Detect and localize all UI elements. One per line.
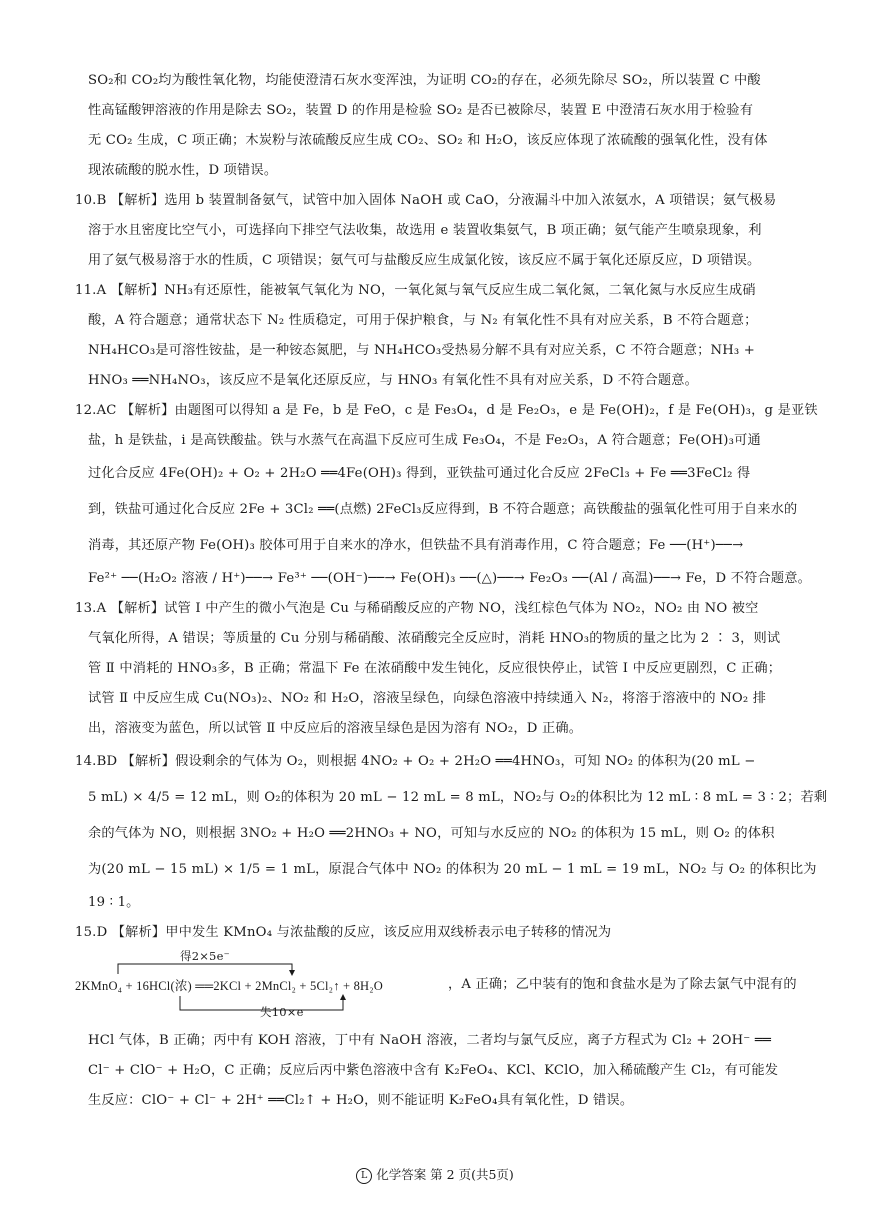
text-line: 无 CO₂ 生成，C 项正确；木炭粉与浓硫酸反应生成 CO₂、SO₂ 和 H₂O，该反应体现了浓硫酸的强氧化性，没有体	[88, 133, 768, 148]
text-line: HNO₃ ══NH₄NO₃，该反应不是氧化还原反应，与 HNO₃ 有氧化性不具有对应关系，D 不符合题意。	[88, 373, 699, 388]
text-line: NH₄HCO₃是可溶性铵盐，是一种铵态氮肥，与 NH₄HCO₃受热易分解不具有对应关系，C 不符合题意；NH₃ +	[88, 343, 756, 358]
electron-transfer-diagram	[75, 948, 810, 1026]
text-line: 现浓硫酸的脱水性，D 项错误。	[88, 163, 278, 178]
text-line: 13.A 【解析】试管 Ⅰ 中产生的微小气泡是 Cu 与稀硝酸反应的产物 NO，浅红棕色气体为 NO₂，NO₂ 由 NO 被空	[75, 601, 759, 616]
answer-text-tail	[88, 1026, 810, 1116]
text-line: Cl⁻ + ClO⁻ + H₂O，C 正确；反应后丙中紫色溶液中含有 K₂FeO₄、KCl、KClO，加入稀硫酸产生 Cl₂，有可能发	[88, 1063, 779, 1078]
text-line: 生反应：ClO⁻ + Cl⁻ + 2H⁺ ══Cl₂↑ + H₂O，则不能证明 K₂FeO₄具有氧化性，D 错误。	[88, 1093, 634, 1108]
text-line: 11.A 【解析】NH₃有还原性，能被氧气氧化为 NO，一氧化氮与氧气反应生成二氧化氮，二氧化氮与水反应生成硝	[75, 283, 756, 298]
text-line: 盐，h 是铁盐，i 是高铁酸盐。铁与水蒸气在高温下反应可生成 Fe₃O₄，不是 Fe₂O₃，A 符合题意；Fe(OH)₃可通	[88, 433, 761, 448]
electron-loss-label: 失10×e⁻	[260, 1005, 310, 1019]
text-line: 试管 Ⅱ 中反应生成 Cu(NO₃)₂、NO₂ 和 H₂O，溶液呈绿色，向绿色溶液中持续通入 N₂，将溶于溶液中的 NO₂ 排	[88, 691, 767, 706]
edition-mark: L	[356, 1168, 372, 1184]
page-footer	[0, 1165, 870, 1184]
electron-gain-label: 得2×5e⁻	[180, 949, 230, 963]
equation-continuation: ，A 正确；乙中装有的饱和食盐水是为了除去氯气中混有的	[448, 977, 797, 992]
text-line: 性高锰酸钾溶液的作用是除去 SO₂，装置 D 的作用是检验 SO₂ 是否已被除尽，装置 E 中澄清石灰水用于检验有	[88, 103, 754, 118]
text-line: 过化合反应 4Fe(OH)₂ + O₂ + 2H₂O ══4Fe(OH)₃ 得到，亚铁盐可通过化合反应 2FeCl₃ + Fe ══3FeCl₂ 得	[88, 466, 751, 481]
redox-equation: 2KMnO₄ + 16HCl(浓) ══2KCl + 2MnCl₂ + 5Cl₂↑ + 8H₂O	[75, 979, 384, 993]
text-line: 为(20 mL − 15 mL) × 1/5 = 1 mL，原混合气体中 NO₂ 的体积为 20 mL − 1 mL = 19 mL，NO₂ 与 O₂ 的体积比为	[88, 862, 817, 877]
answer-text-block	[75, 66, 828, 948]
text-line: Fe²⁺ ──(H₂O₂ 溶液 / H⁺)──→ Fe³⁺ ──(OH⁻)──→ Fe(OH)₃ ──(△)──→ Fe₂O₃ ──(Al / 高温)──→ Fe，D 不符合题意。	[88, 571, 812, 586]
text-line: 出，溶液变为蓝色，所以试管 Ⅱ 中反应后的溶液呈绿色是因为溶有 NO₂，D 正确。	[88, 721, 583, 736]
text-line: 14.BD 【解析】假设剩余的气体为 O₂，则根据 4NO₂ + O₂ + 2H₂O ══4HNO₃，可知 NO₂ 的体积为(20 mL −	[75, 754, 756, 769]
text-line: 15.D 【解析】甲中发生 KMnO₄ 与浓盐酸的反应，该反应用双线桥表示电子转移的情况为	[75, 925, 612, 940]
text-line: 用了氨气极易溶于水的性质，C 项错误；氨气可与盐酸反应生成氯化铵，该反应不属于氧化还原反应，D 项错误。	[88, 253, 761, 268]
text-line: 19 ∶ 1。	[88, 895, 140, 910]
text-line: 余的气体为 NO，则根据 3NO₂ + H₂O ══2HNO₃ + NO，可知与水反应的 NO₂ 的体积为 15 mL，则 O₂ 的体积	[88, 826, 775, 841]
text-line: HCl 气体，B 正确；丙中有 KOH 溶液，丁中有 NaOH 溶液，二者均与氯气反应，离子方程式为 Cl₂ + 2OH⁻ ══	[88, 1033, 772, 1048]
text-line: 酸，A 符合题意；通常状态下 N₂ 性质稳定，可用于保护粮食，与 N₂ 有氧化性不具有对应关系，B 不符合题意；	[88, 313, 758, 328]
text-line: 气氧化所得，A 错误；等质量的 Cu 分别与稀硝酸、浓硝酸完全反应时，消耗 HNO₃的物质的量之比为 2 ∶ 3，则试	[88, 631, 781, 646]
text-line: 到，铁盐可通过化合反应 2Fe + 3Cl₂ ══(点燃) 2FeCl₃反应得到，B 不符合题意；高铁酸盐的强氧化性可用于自来水的	[88, 502, 798, 517]
text-line: 12.AC 【解析】由题图可以得知 a 是 Fe，b 是 FeO，c 是 Fe₃O₄，d 是 Fe₂O₃，e 是 Fe(OH)₂，f 是 Fe(OH)₃，g 是亚铁	[75, 403, 818, 418]
page-number-text: 化学答案 第 2 页(共5页)	[376, 1167, 514, 1182]
text-line: 5 mL) × 4/5 = 12 mL，则 O₂的体积为 20 mL − 12 mL = 8 mL，NO₂与 O₂的体积比为 12 mL ∶ 8 mL = 3 ∶ 2；若剩	[88, 790, 828, 805]
text-line: 10.B 【解析】选用 b 装置制备氨气，试管中加入固体 NaOH 或 CaO，分液漏斗中加入浓氨水，A 项错误；氨气极易	[75, 193, 777, 208]
text-line: SO₂和 CO₂均为酸性氧化物，均能使澄清石灰水变浑浊，为证明 CO₂的存在，必须先除尽 SO₂，所以装置 C 中酸	[88, 73, 761, 88]
text-line: 管 Ⅱ 中消耗的 HNO₃多，B 正确；常温下 Fe 在浓硝酸中发生钝化，反应很快停止，试管 Ⅰ 中反应更剧烈，C 正确；	[88, 661, 782, 676]
text-line: 溶于水且密度比空气小，可选择向下排空气法收集，故选用 e 装置收集氨气，B 项正确；氨气能产生喷泉现象，利	[88, 223, 762, 238]
text-line: 消毒，其还原产物 Fe(OH)₃ 胶体可用于自来水的净水，但铁盐不具有消毒作用，C 符合题意；Fe ──(H⁺)──→	[88, 538, 744, 553]
